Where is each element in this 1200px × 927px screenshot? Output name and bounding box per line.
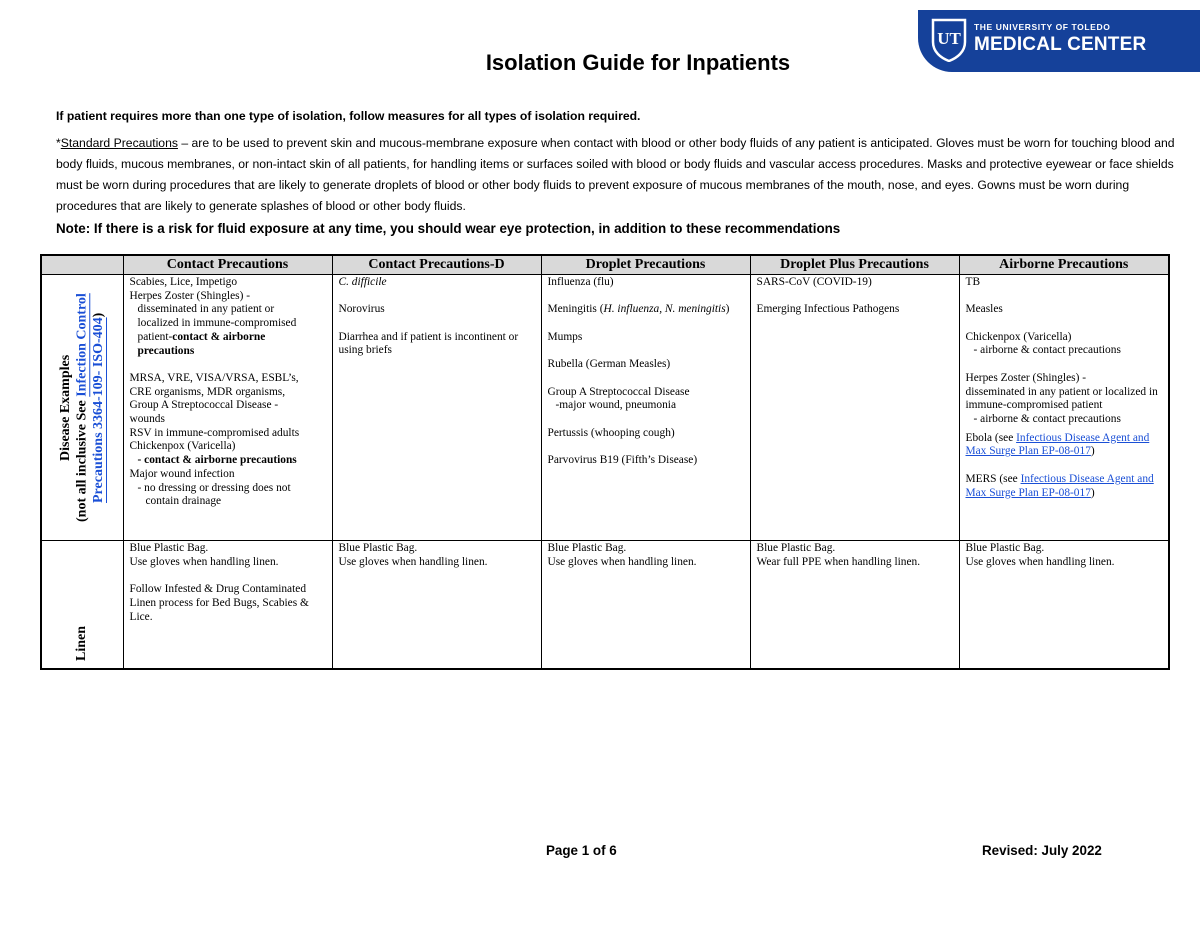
list-item: - contact & airborne precautions: [137, 454, 297, 467]
logo-university-text: THE UNIVERSITY OF TOLEDO: [974, 22, 1111, 32]
list-item: contain drainage: [145, 495, 222, 508]
list-item: Blue Plastic Bag.: [965, 542, 1045, 554]
patient-text: patient-: [137, 330, 173, 343]
list-item: Wear full PPE when handling linen.: [756, 555, 921, 568]
list-item: Measles: [965, 303, 1003, 316]
cell-contact-linen: [123, 541, 332, 669]
linen-label: Linen: [74, 626, 89, 662]
list-item: Use gloves when handling linen.: [965, 555, 1115, 568]
list-item: disseminated in any patient or: [137, 303, 275, 316]
list-item: [548, 303, 744, 317]
list-item: Blue Plastic Bag.: [338, 542, 418, 554]
standard-precautions-text: – are to be used to prevent skin and mucous-membrane exposure when contact with blood or other body fluids of any patient is anticipated. Gloves must be worn for touching blood and body fluids, mucous membranes, or non-intact skin of all patients, for handling items or surfaces soiled with blood or body fluids and vascular access procedures. Masks and protective eyewear or face shields must be worn during procedures that are likely to generate droplets of blood or other body fluids to prevent exposure of mucous membranes of the mouth, nose, and eyes. Gowns must be worn during procedures that are likely to generate splashes of blood or other body fluids.: [56, 136, 1175, 213]
list-item: Influenza (flu): [547, 276, 614, 288]
header-airborne-precautions: Airborne Precautions: [959, 255, 1169, 275]
mers-surge-plan-link[interactable]: Infectious Disease Agent and Max Surge Plan EP-08-017: [965, 473, 1154, 499]
disease-examples-label: Disease Examples: [57, 354, 73, 461]
list-item: Chickenpox (Varicella): [129, 440, 236, 453]
meningitis-text: Meningitis (: [547, 303, 604, 316]
ebola-close: ): [1090, 445, 1095, 458]
list-item: Herpes Zoster (Shingles) -: [129, 289, 251, 302]
list-item: TB: [965, 276, 981, 288]
cell-contact-d-diseases: [332, 275, 541, 541]
header-contact-precautions: Contact Precautions: [123, 255, 332, 275]
list-item: - no dressing or dressing does not: [137, 481, 291, 494]
list-item: Blue Plastic Bag.: [129, 542, 209, 554]
intro-paragraph: If patient requires more than one type of isolation, follow measures for all types of isolation required.: [56, 109, 641, 123]
list-item: [966, 432, 1163, 459]
header-droplet-plus-precautions: Droplet Plus Precautions: [750, 255, 959, 275]
list-item: Blue Plastic Bag.: [756, 542, 836, 554]
list-item: Use gloves when handling linen.: [129, 555, 279, 568]
contact-airborne-bold: contact & airborne: [172, 330, 266, 343]
ebola-text: Ebola (see: [965, 431, 1017, 444]
list-item: Pertussis (whooping cough): [547, 426, 675, 439]
meningitis-organisms: H. influenza, N. meningitis: [603, 303, 726, 316]
eye-protection-note: Note: If there is a risk for fluid exposure at any time, you should wear eye protection, in addition to these recommendations: [56, 221, 841, 236]
cell-contact-diseases: [123, 275, 332, 541]
list-item: wounds: [129, 413, 165, 426]
list-item: CRE organisms, MDR organisms,: [129, 385, 286, 398]
cell-droplet-linen: [541, 541, 750, 669]
list-item: disseminated in any patient or localized in immune-compromised patient: [965, 385, 1158, 412]
list-item: Blue Plastic Bag.: [547, 542, 627, 554]
table-header-row: [41, 255, 1169, 275]
header-blank-cell: [41, 255, 123, 275]
header-contact-precautions-d: Contact Precautions-D: [332, 255, 541, 275]
mers-text: MERS (see: [965, 473, 1021, 486]
list-item: Group A Streptococcal Disease: [547, 385, 690, 398]
list-item: Use gloves when handling linen.: [547, 555, 697, 568]
table-row-disease-examples: [41, 275, 1169, 541]
list-item: -major wound, pneumonia: [555, 399, 677, 412]
row-label-linen: [41, 541, 123, 669]
cell-airborne-linen: [959, 541, 1169, 669]
asterisk: *: [56, 136, 61, 150]
cell-contact-d-linen: [332, 541, 541, 669]
list-item: precautions: [137, 344, 195, 357]
list-item: Follow Infested & Drug Contaminated Linen process for Bed Bugs, Scabies & Lice.: [129, 583, 309, 623]
cell-airborne-diseases: [959, 275, 1169, 541]
list-item: Emerging Infectious Pathogens: [756, 303, 900, 316]
list-item: [966, 473, 1163, 500]
list-item: - airborne & contact precautions: [973, 344, 1121, 357]
list-item: Diarrhea and if patient is incontinent or using briefs: [338, 330, 519, 357]
page-title: Isolation Guide for Inpatients: [485, 50, 791, 75]
standard-precautions-term: Standard Precautions: [60, 136, 178, 150]
list-item: Norovirus: [338, 303, 385, 316]
cell-droplet-plus-linen: [750, 541, 959, 669]
ebola-surge-plan-link[interactable]: Infectious Disease Agent and Max Surge Plan EP-08-017: [965, 431, 1150, 458]
revised-date: Revised: July 2022: [982, 843, 1102, 858]
isolation-table: [40, 254, 1170, 670]
cell-droplet-diseases: [541, 275, 750, 541]
mers-close: ): [1090, 486, 1095, 499]
list-item: Use gloves when handling linen.: [338, 555, 488, 568]
logo-medical-center-text: MEDICAL CENTER: [974, 34, 1147, 55]
list-item: Mumps: [547, 330, 583, 343]
infection-control-precautions-link[interactable]: Infection Control Precautions 3364-109- ISO-404: [74, 293, 106, 503]
list-item: - airborne & contact precautions: [973, 412, 1121, 425]
list-item: Parvovirus B19 (Fifth’s Disease): [547, 454, 698, 467]
list-item: C. difficile: [338, 276, 387, 288]
list-item: Group A Streptococcal Disease -: [129, 399, 279, 412]
list-item: RSV in immune-compromised adults: [129, 426, 300, 439]
cell-droplet-plus-diseases: [750, 275, 959, 541]
list-item: Major wound infection: [129, 467, 235, 480]
standard-precautions-paragraph: [56, 133, 1192, 217]
list-item: Herpes Zoster (Shingles) -: [965, 371, 1087, 384]
list-item: Scabies, Lice, Impetigo: [129, 276, 238, 288]
row-label-disease-examples: [41, 275, 123, 541]
list-item: [130, 331, 326, 345]
logo-monogram: UT: [937, 29, 961, 48]
list-item: MRSA, VRE, VISA/VRSA, ESBL’s,: [129, 371, 299, 384]
not-all-inclusive-label: (not all inclusive See: [74, 396, 89, 522]
list-item: SARS-CoV (COVID-19): [756, 276, 872, 288]
list-item: localized in immune-compromised: [137, 317, 297, 330]
list-item: Rubella (German Measles): [547, 358, 671, 371]
list-item: Chickenpox (Varicella): [965, 330, 1072, 343]
table-row-linen: [41, 541, 1169, 669]
meningitis-close: ): [725, 303, 730, 316]
header-droplet-precautions: Droplet Precautions: [541, 255, 750, 275]
label-close-paren: ): [90, 312, 106, 318]
page-number: Page 1 of 6: [546, 843, 617, 858]
